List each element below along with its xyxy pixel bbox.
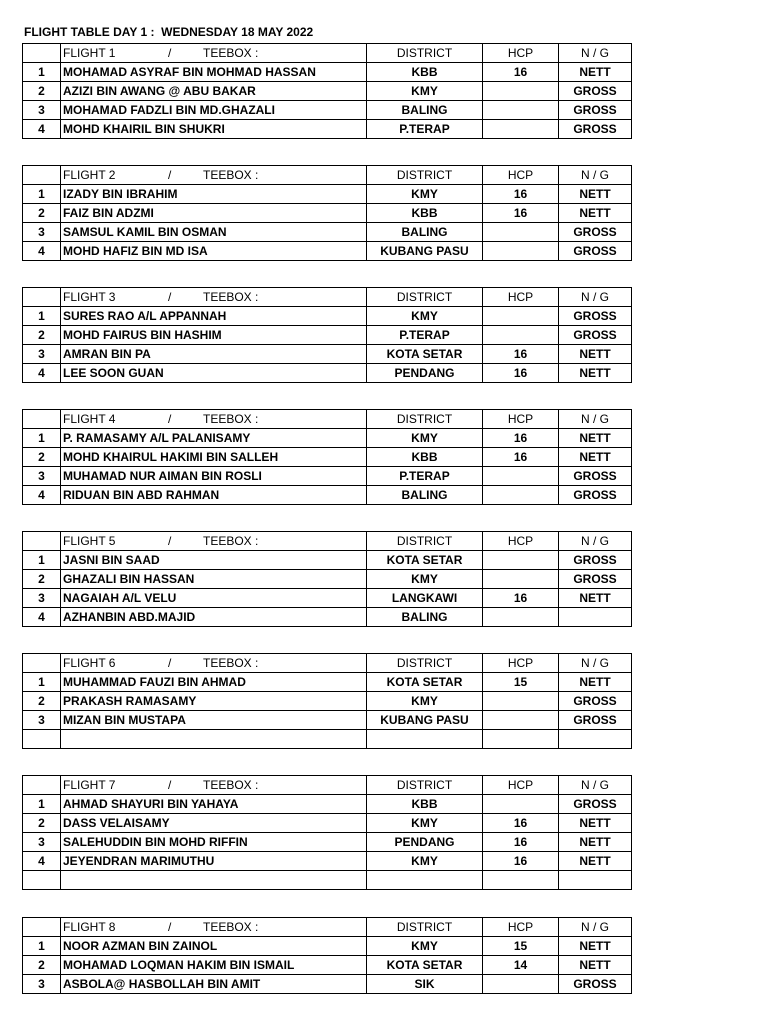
player-row [23,551,632,570]
player-hcp [483,795,559,814]
teebox-label: TEEBOX : [203,290,259,304]
player-hcp: 16 [483,852,559,871]
player-ng: GROSS [559,467,632,486]
player-number: 4 [23,486,61,505]
player-district: KOTA SETAR [367,956,483,975]
player-ng: GROSS [559,307,632,326]
player-district: PENDANG [367,364,483,383]
district-header: DISTRICT [367,166,483,185]
flight-label: FLIGHT 3 [63,290,116,304]
flight-label-cell [61,166,367,185]
player-district: SIK [367,975,483,994]
teebox-label: TEEBOX : [203,534,259,548]
flight-label-cell [61,654,367,673]
district-header: DISTRICT [367,288,483,307]
hcp-header: HCP [483,918,559,937]
player-hcp [483,223,559,242]
player-district [367,871,483,890]
player-name: RIDUAN BIN ABD RAHMAN [61,486,367,505]
district-header: DISTRICT [367,776,483,795]
flight-label-cell [61,532,367,551]
player-ng: NETT [559,937,632,956]
player-ng: GROSS [559,795,632,814]
ng-header: N / G [559,776,632,795]
player-hcp: 15 [483,673,559,692]
player-name: P. RAMASAMY A/L PALANISAMY [61,429,367,448]
player-number: 3 [23,975,61,994]
player-number: 1 [23,429,61,448]
player-ng: GROSS [559,82,632,101]
player-district: P.TERAP [367,120,483,139]
player-number: 4 [23,120,61,139]
player-number: 1 [23,185,61,204]
player-number: 1 [23,307,61,326]
player-district: BALING [367,101,483,120]
player-district: P.TERAP [367,326,483,345]
flight-label: FLIGHT 2 [63,168,116,182]
player-row [23,185,632,204]
hcp-header: HCP [483,288,559,307]
player-number: 4 [23,364,61,383]
player-name: JEYENDRAN MARIMUTHU [61,852,367,871]
flight-table [22,165,632,261]
player-number: 4 [23,608,61,627]
page-title: FLIGHT TABLE DAY 1 : WEDNESDAY 18 MAY 2022 [24,25,314,39]
player-hcp [483,307,559,326]
ng-header: N / G [559,44,632,63]
player-number: 2 [23,570,61,589]
player-number: 2 [23,956,61,975]
player-name: MUHAMAD NUR AIMAN BIN ROSLI [61,467,367,486]
player-ng: GROSS [559,223,632,242]
player-ng: NETT [559,852,632,871]
district-header: DISTRICT [367,532,483,551]
player-row [23,937,632,956]
player-ng: NETT [559,589,632,608]
player-district: KMY [367,185,483,204]
player-hcp: 16 [483,448,559,467]
ng-header: N / G [559,288,632,307]
header-blank [23,288,61,307]
player-row [23,871,632,890]
player-ng: GROSS [559,120,632,139]
player-ng: GROSS [559,551,632,570]
hcp-header: HCP [483,532,559,551]
player-district: KUBANG PASU [367,242,483,261]
district-header: DISTRICT [367,654,483,673]
player-row [23,364,632,383]
player-ng: GROSS [559,975,632,994]
ng-header: N / G [559,166,632,185]
teebox-label: TEEBOX : [203,778,259,792]
player-ng: NETT [559,345,632,364]
player-hcp [483,730,559,749]
player-row [23,448,632,467]
player-hcp: 16 [483,345,559,364]
player-number: 3 [23,711,61,730]
flight-slash: / [168,778,172,792]
player-number: 2 [23,82,61,101]
player-number: 2 [23,814,61,833]
player-ng: NETT [559,956,632,975]
player-name [61,871,367,890]
player-row [23,589,632,608]
player-number [23,730,61,749]
player-name: MUHAMMAD FAUZI BIN AHMAD [61,673,367,692]
player-name: MOHD KHAIRIL BIN SHUKRI [61,120,367,139]
player-hcp [483,101,559,120]
player-number: 4 [23,242,61,261]
player-row [23,795,632,814]
flight-label-cell [61,44,367,63]
flight-slash: / [168,920,172,934]
player-name: SURES RAO A/L APPANNAH [61,307,367,326]
player-number: 1 [23,63,61,82]
player-row [23,101,632,120]
flight-label: FLIGHT 4 [63,412,116,426]
player-name: SALEHUDDIN BIN MOHD RIFFIN [61,833,367,852]
player-hcp [483,692,559,711]
player-row [23,63,632,82]
flight-table [22,409,632,505]
flight-header-row [23,532,632,551]
player-row [23,242,632,261]
player-number: 3 [23,101,61,120]
player-number [23,871,61,890]
hcp-header: HCP [483,166,559,185]
player-ng: NETT [559,185,632,204]
ng-header: N / G [559,654,632,673]
ng-header: N / G [559,410,632,429]
player-row [23,82,632,101]
flight-table [22,917,632,994]
player-hcp [483,242,559,261]
player-number: 3 [23,345,61,364]
player-ng: GROSS [559,692,632,711]
flight-label-cell [61,918,367,937]
flight-label: FLIGHT 7 [63,778,116,792]
header-blank [23,166,61,185]
flight-label: FLIGHT 1 [63,46,116,60]
player-ng: GROSS [559,242,632,261]
player-hcp [483,570,559,589]
player-district: KMY [367,82,483,101]
player-row [23,956,632,975]
player-row [23,814,632,833]
district-header: DISTRICT [367,44,483,63]
player-ng: NETT [559,814,632,833]
flight-table [22,43,632,139]
header-blank [23,654,61,673]
player-name: FAIZ BIN ADZMI [61,204,367,223]
player-district: KMY [367,307,483,326]
player-number: 2 [23,448,61,467]
player-ng: NETT [559,833,632,852]
player-hcp [483,120,559,139]
player-hcp [483,608,559,627]
header-blank [23,410,61,429]
player-hcp [483,82,559,101]
hcp-header: HCP [483,410,559,429]
player-ng: GROSS [559,570,632,589]
player-name: AZHANBIN ABD.MAJID [61,608,367,627]
flight-slash: / [168,290,172,304]
player-district: KMY [367,692,483,711]
player-district: KMY [367,937,483,956]
player-ng: GROSS [559,101,632,120]
player-district [367,730,483,749]
player-district: KMY [367,429,483,448]
player-hcp [483,871,559,890]
player-district: KMY [367,570,483,589]
player-name: GHAZALI BIN HASSAN [61,570,367,589]
player-name: SAMSUL KAMIL BIN OSMAN [61,223,367,242]
player-hcp: 16 [483,589,559,608]
player-hcp: 16 [483,204,559,223]
player-ng: GROSS [559,711,632,730]
player-ng [559,730,632,749]
player-name: MOHAMAD ASYRAF BIN MOHMAD HASSAN [61,63,367,82]
player-hcp [483,486,559,505]
ng-header: N / G [559,532,632,551]
district-header: DISTRICT [367,410,483,429]
player-district: KUBANG PASU [367,711,483,730]
player-name: AZIZI BIN AWANG @ ABU BAKAR [61,82,367,101]
player-row [23,120,632,139]
header-blank [23,44,61,63]
player-district: PENDANG [367,833,483,852]
flight-table [22,287,632,383]
player-ng: NETT [559,673,632,692]
player-district: P.TERAP [367,467,483,486]
player-district: KOTA SETAR [367,673,483,692]
player-district: KOTA SETAR [367,345,483,364]
ng-header: N / G [559,918,632,937]
player-hcp: 16 [483,364,559,383]
player-ng: GROSS [559,326,632,345]
flight-table [22,775,632,890]
player-name: MOHAMAD LOQMAN HAKIM BIN ISMAIL [61,956,367,975]
flight-slash: / [168,46,172,60]
player-district: KMY [367,852,483,871]
player-number: 3 [23,589,61,608]
player-row [23,307,632,326]
flight-header-row [23,44,632,63]
player-number: 2 [23,204,61,223]
player-number: 3 [23,223,61,242]
flight-label-cell [61,776,367,795]
flight-header-row [23,918,632,937]
player-name: NOOR AZMAN BIN ZAINOL [61,937,367,956]
flight-label: FLIGHT 8 [63,920,116,934]
player-row [23,608,632,627]
player-ng: NETT [559,63,632,82]
teebox-label: TEEBOX : [203,412,259,426]
player-name [61,730,367,749]
player-hcp [483,975,559,994]
player-name: MIZAN BIN MUSTAPA [61,711,367,730]
player-row [23,852,632,871]
player-row [23,345,632,364]
player-district: KBB [367,795,483,814]
player-number: 3 [23,467,61,486]
flight-header-row [23,288,632,307]
player-name: AMRAN BIN PA [61,345,367,364]
player-number: 1 [23,937,61,956]
player-district: KOTA SETAR [367,551,483,570]
player-row [23,467,632,486]
flight-label: FLIGHT 5 [63,534,116,548]
player-row [23,692,632,711]
player-hcp: 15 [483,937,559,956]
player-row [23,326,632,345]
player-number: 2 [23,692,61,711]
hcp-header: HCP [483,44,559,63]
flight-slash: / [168,656,172,670]
player-ng: NETT [559,204,632,223]
player-district: BALING [367,608,483,627]
player-row [23,975,632,994]
player-district: BALING [367,223,483,242]
player-name: JASNI BIN SAAD [61,551,367,570]
player-row [23,711,632,730]
player-number: 1 [23,551,61,570]
player-name: LEE SOON GUAN [61,364,367,383]
player-hcp: 16 [483,429,559,448]
header-blank [23,776,61,795]
player-hcp [483,467,559,486]
player-district: KBB [367,204,483,223]
flight-slash: / [168,412,172,426]
player-ng: NETT [559,429,632,448]
flight-label-cell [61,410,367,429]
player-row [23,223,632,242]
player-district: LANGKAWI [367,589,483,608]
player-hcp: 16 [483,185,559,204]
player-number: 1 [23,795,61,814]
player-ng: NETT [559,448,632,467]
player-ng: NETT [559,364,632,383]
player-hcp [483,711,559,730]
teebox-label: TEEBOX : [203,656,259,670]
flight-slash: / [168,168,172,182]
header-blank [23,532,61,551]
hcp-header: HCP [483,654,559,673]
player-name: IZADY BIN IBRAHIM [61,185,367,204]
player-hcp [483,326,559,345]
header-blank [23,918,61,937]
flight-label: FLIGHT 6 [63,656,116,670]
player-hcp: 16 [483,833,559,852]
player-row [23,833,632,852]
flight-header-row [23,654,632,673]
player-number: 3 [23,833,61,852]
player-row [23,429,632,448]
player-name: MOHAMAD FADZLI BIN MD.GHAZALI [61,101,367,120]
flight-header-row [23,410,632,429]
player-district: KMY [367,814,483,833]
flight-label-cell [61,288,367,307]
player-name: AHMAD SHAYURI BIN YAHAYA [61,795,367,814]
player-name: NAGAIAH A/L VELU [61,589,367,608]
player-row [23,730,632,749]
player-hcp: 14 [483,956,559,975]
player-row [23,570,632,589]
player-number: 1 [23,673,61,692]
district-header: DISTRICT [367,918,483,937]
flight-slash: / [168,534,172,548]
teebox-label: TEEBOX : [203,168,259,182]
player-row [23,486,632,505]
player-ng [559,871,632,890]
hcp-header: HCP [483,776,559,795]
player-name: DASS VELAISAMY [61,814,367,833]
teebox-label: TEEBOX : [203,920,259,934]
flight-header-row [23,166,632,185]
player-district: KBB [367,63,483,82]
player-hcp: 16 [483,814,559,833]
player-number: 4 [23,852,61,871]
player-name: ASBOLA@ HASBOLLAH BIN AMIT [61,975,367,994]
player-ng [559,608,632,627]
flight-table [22,531,632,627]
player-name: MOHD HAFIZ BIN MD ISA [61,242,367,261]
player-name: MOHD FAIRUS BIN HASHIM [61,326,367,345]
flight-header-row [23,776,632,795]
player-hcp: 16 [483,63,559,82]
player-number: 2 [23,326,61,345]
teebox-label: TEEBOX : [203,46,259,60]
player-district: KBB [367,448,483,467]
flight-table [22,653,632,749]
player-name: PRAKASH RAMASAMY [61,692,367,711]
player-name: MOHD KHAIRUL HAKIMI BIN SALLEH [61,448,367,467]
player-hcp [483,551,559,570]
player-ng: GROSS [559,486,632,505]
player-row [23,204,632,223]
player-district: BALING [367,486,483,505]
player-row [23,673,632,692]
